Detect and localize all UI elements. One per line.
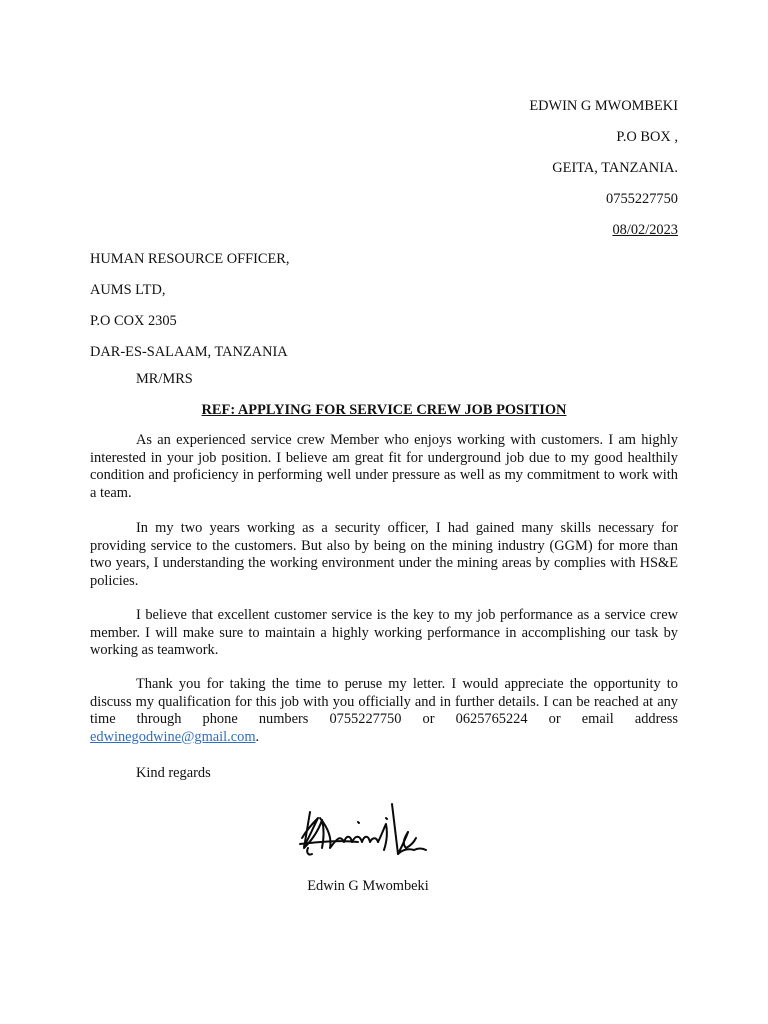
reference-line: REF: APPLYING FOR SERVICE CREW JOB POSITION: [201, 402, 567, 418]
signature-image: [298, 798, 432, 864]
body-paragraph-4: [90, 676, 678, 746]
body-paragraph-2: In my two years working as a security officer, I had gained many skills necessary for providing service to the customers. But also by being on the mining industry (GGM) for more than two years, I understanding the working environment under the mining areas by complies with HS&E policies.: [90, 520, 678, 589]
sender-pobox: P.O BOX ,: [616, 129, 678, 145]
letter-date: 08/02/2023: [612, 222, 678, 238]
email-link[interactable]: edwinegodwine@gmail.com: [90, 728, 256, 745]
body-paragraph-1: As an experienced service crew Member who enjoys working with customers. I am highly interested in your job position. I believe am great fit for underground job due to my good healthily condition and proficiency in performing well under pressure as well as my commitment to work with a team.: [90, 432, 678, 501]
recipient-company: AUMS LTD,: [90, 282, 166, 298]
closing: Kind regards: [136, 765, 211, 781]
salutation: MR/MRS: [136, 371, 193, 387]
sender-location: GEITA, TANZANIA.: [552, 160, 678, 176]
recipient-address: P.O COX 2305: [90, 313, 177, 329]
sender-phone: 0755227750: [606, 191, 678, 207]
recipient-city: DAR-ES-SALAAM, TANZANIA: [90, 344, 288, 360]
signature-name: Edwin G Mwombeki: [307, 878, 429, 894]
paragraph-4-text: Thank you for taking the time to peruse my letter. I would appreciate the opportunity to discuss my qualification for this job with you officially and in further details. I can be reached at any time through phone numbers 0755227750 or 0625765224 or email address: [90, 676, 678, 727]
recipient-block: [90, 244, 290, 368]
body-paragraph-3: I believe that excellent customer service is the key to my job performance as a service crew member. I will make sure to maintain a highly working performance in accomplishing our task by working as teamwork.: [90, 607, 678, 658]
sender-block: [529, 91, 678, 246]
sender-name: EDWIN G MWOMBEKI: [529, 98, 678, 114]
letter-page: [90, 0, 678, 1024]
paragraph-4-end: .: [255, 728, 260, 745]
recipient-title: HUMAN RESOURCE OFFICER,: [90, 251, 290, 267]
